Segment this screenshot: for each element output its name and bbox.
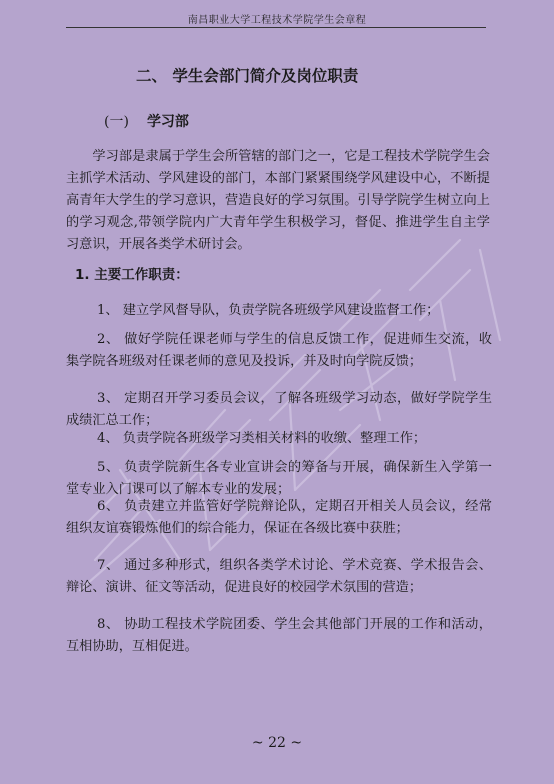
running-header: 南昌职业大学工程技术学院学生会章程	[187, 15, 367, 26]
duty-item-7: 7、 通过多种形式，组织各类学术讨论、学术竞赛、学术报告会、辩论、演讲、征文等活动，促进良好的校园学术氛围的营造；	[66, 558, 492, 595]
subsection-number: (一)	[104, 114, 129, 130]
duty-item-4: 4、 负责学院各班级学习类相关材料的收缴、整理工作；	[97, 431, 427, 446]
section-title: 二、 学生会部门简介及岗位职责	[136, 67, 359, 85]
duty-item-6: 6、 负责建立并监管好学院辩论队，定期召开相关人员会议，经常组织友谊赛锻炼他们的综合能力，保证在各级比赛中获胜；	[66, 499, 492, 536]
duty-item-3: 3、 定期召开学习委员会议，了解各班级学习动态，做好学院学生成绩汇总工作；	[66, 391, 492, 428]
intro-paragraph: 学习部是隶属于学生会所管辖的部门之一，它是工程技术学院学生会主抓学术活动、学风建设的部门，本部门紧紧围绕学风建设中心，不断提高青年大学生的学习意识，营造良好的学习氛围。引导学院学生树立向上的学习观念,带领学院内广大青年学生积极学习，督促、推进学生自主学习意识，开展各类学术研讨会。	[66, 149, 490, 252]
duties-heading: 1. 主要工作职责：	[75, 267, 189, 283]
header-rule	[66, 27, 486, 28]
subsection-name: 学习部	[146, 114, 189, 130]
duty-item-2: 2、 做好学院任课老师与学生的信息反馈工作，促进师生交流，收集学院各班级对任课老师的意见及投诉，并及时向学院反馈；	[66, 332, 492, 369]
duty-item-1: 1、 建立学风督导队，负责学院各班级学风建设监督工作；	[97, 303, 440, 318]
page-number: ~ 22 ~	[251, 735, 303, 751]
duty-item-5: 5、 负责学院新生各专业宣讲会的筹备与开展，确保新生入学第一堂专业入门课可以了解本专业的发展；	[66, 460, 492, 497]
duty-item-8: 8、 协助工程技术学院团委、学生会其他部门开展的工作和活动，互相协助，互相促进。	[66, 617, 492, 654]
subsection-title	[104, 111, 189, 131]
